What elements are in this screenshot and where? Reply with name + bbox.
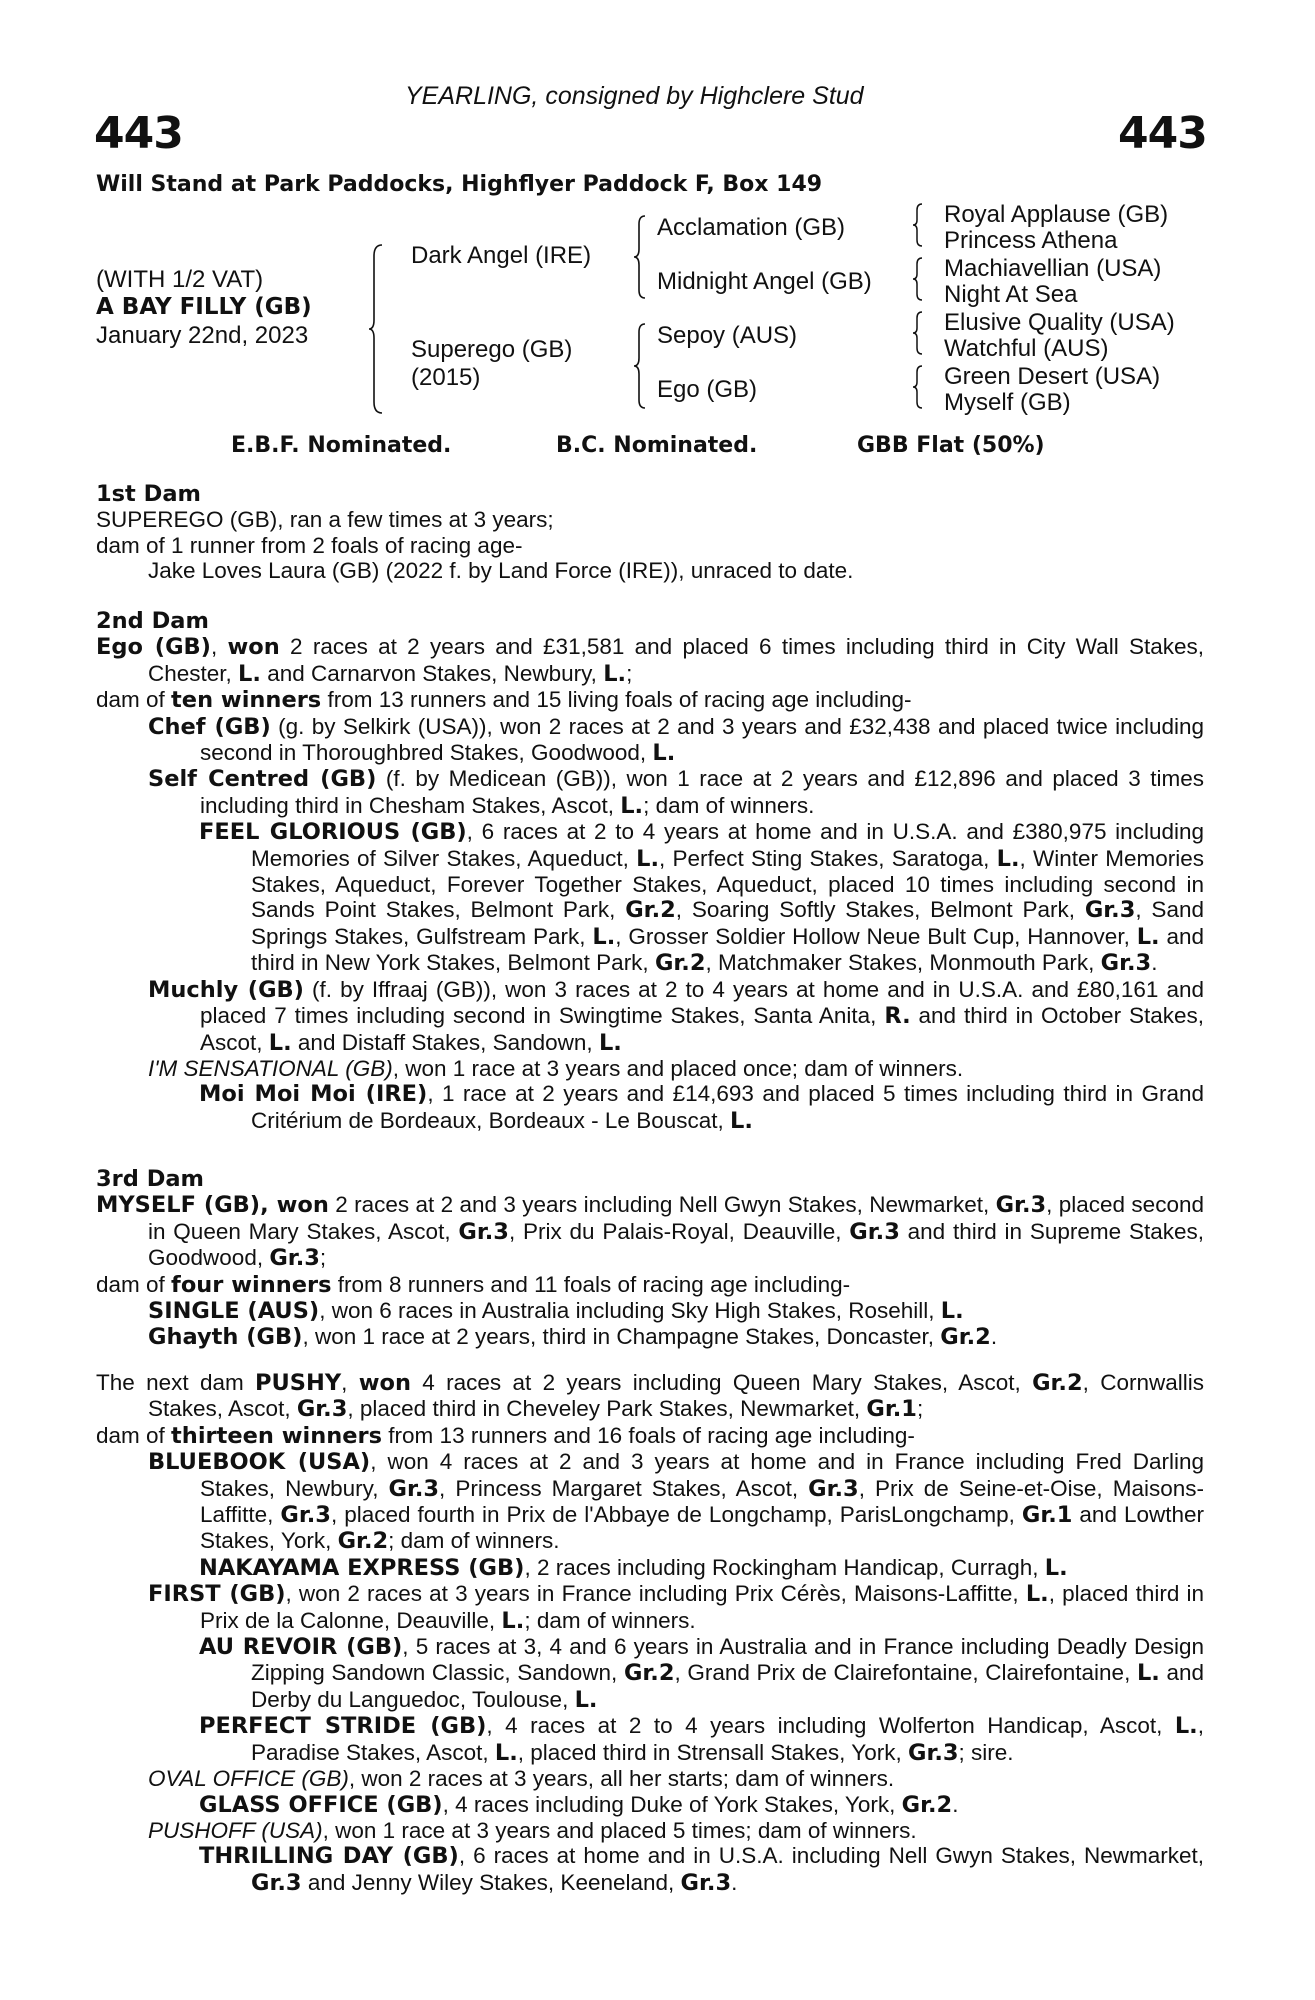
perfect-stride-entry: PERFECT STRIDE (GB), 4 races at 2 to 4 years including Wolferton Handicap, Ascot, L., Paradise Stakes, Ascot, L., placed third in Strensall Stakes, York, Gr.3; sire.	[199, 1713, 1204, 1766]
pushy-produce: dam of thirteen winners from 13 runners and 16 foals of racing age including-	[96, 1422, 915, 1449]
myself-entry: MYSELF (GB), won 2 races at 2 and 3 years including Nell Gwyn Stakes, Newmarket, Gr.3, placed second in Queen Mary Stakes, Ascot, Gr.3, Prix du Palais-Royal, Deauville, Gr.3 and third in Supreme Stakes, Goodwood, Gr.3;	[96, 1192, 1204, 1272]
im-sensational-entry: I'M SENSATIONAL (GB), won 1 race at 3 years and placed once; dam of winners.	[148, 1055, 964, 1081]
pedigree-brace-dam	[633, 323, 647, 409]
dam-dam: Ego (GB)	[657, 376, 758, 403]
sd-sire: Machiavellian (USA)	[944, 255, 1162, 282]
dd-dam: Myself (GB)	[944, 389, 1071, 416]
stand-location: Will Stand at Park Paddocks, Highflyer Paddock F, Box 149	[96, 172, 823, 197]
first-dam-produce: dam of 1 runner from 2 foals of racing age-	[96, 532, 523, 558]
myself-produce: dam of four winners from 8 runners and 11 foals of racing age including-	[96, 1271, 851, 1298]
feel-glorious-entry: FEEL GLORIOUS (GB), 6 races at 2 to 4 years at home and in U.S.A. and £380,975 including Memories of Silver Stakes, Aqueduct, L., Perfect Sting Stakes, Saratoga, L., Winter Memories Stakes, Aqueduct, Forever Together Stakes, Aqueduct, placed 10 times including second in Sands Point Stakes, Belmont Park, Gr.2, Soaring Softly Stakes, Belmont Park, Gr.3, Sand Springs Stakes, Gulfstream Park, L., Grosser Soldier Hollow Neue Bult Cup, Hannover, L. and third in New York Stakes, Belmont Park, Gr.2, Matchmaker Stakes, Monmouth Park, Gr.3.	[199, 819, 1205, 977]
pushoff-entry: PUSHOFF (USA), won 1 race at 3 years and placed 5 times; dam of winners.	[148, 1817, 917, 1843]
first-entry: FIRST (GB), won 2 races at 3 years in France including Prix Cérès, Maisons-Laffitte, L., placed third in Prix de la Calonne, Deauville, L.; dam of winners.	[148, 1581, 1204, 1634]
pedigree-brace-ss	[912, 203, 924, 247]
self-centred-entry: Self Centred (GB) (f. by Medicean (GB)), won 1 race at 2 years and £12,896 and placed 3 times including third in Chesham Stakes, Ascot, L.; dam of winners.	[148, 766, 1204, 819]
pushy-entry: The next dam PUSHY, won 4 races at 2 years including Queen Mary Stakes, Ascot, Gr.2, Cornwallis Stakes, Ascot, Gr.3, placed third in Cheveley Park Stakes, Newmarket, Gr.1;	[96, 1370, 1204, 1423]
ebf-nomination: E.B.F. Nominated.	[231, 433, 452, 458]
single-entry: SINGLE (AUS), won 6 races in Australia including Sky High Stakes, Rosehill, L.	[148, 1298, 964, 1325]
second-dam-heading: 2nd Dam	[96, 608, 209, 634]
ss-dam: Princess Athena	[944, 227, 1118, 254]
ds-sire: Elusive Quality (USA)	[944, 309, 1175, 336]
dd-sire: Green Desert (USA)	[944, 363, 1161, 390]
consignment-line: YEARLING, consigned by Highclere Stud	[405, 82, 864, 110]
ds-dam: Watchful (AUS)	[944, 335, 1109, 362]
first-dam-heading: 1st Dam	[96, 481, 201, 507]
pedigree-brace-dd	[912, 365, 924, 409]
ego-produce: dam of ten winners from 13 runners and 15 living foals of racing age including-	[96, 687, 912, 714]
dam: Superego (GB)	[411, 336, 573, 363]
sire-sire: Acclamation (GB)	[657, 214, 846, 241]
thrilling-day-entry: THRILLING DAY (GB), 6 races at home and in U.S.A. including Nell Gwyn Stakes, Newmarket, Gr.3 and Jenny Wiley Stakes, Keeneland, Gr.3.	[199, 1843, 1204, 1896]
horse-name: A BAY FILLY (GB)	[96, 294, 312, 320]
glass-office-entry: GLASS OFFICE (GB), 4 races including Duke of York Stakes, York, Gr.2.	[199, 1791, 959, 1818]
third-dam-section	[96, 1167, 1204, 1351]
pedigree-brace-sd	[912, 257, 924, 301]
first-dam-line: SUPEREGO (GB), ran a few times at 3 years;	[96, 507, 554, 533]
bc-nomination: B.C. Nominated.	[556, 433, 758, 458]
ghayth-entry: Ghayth (GB), won 1 race at 2 years, third in Champagne Stakes, Doncaster, Gr.2.	[148, 1324, 998, 1351]
pedigree-brace-sire	[633, 215, 647, 299]
sire-dam: Midnight Angel (GB)	[657, 268, 872, 295]
third-dam-heading: 3rd Dam	[96, 1166, 204, 1192]
lot-number-right: 443	[1118, 108, 1207, 159]
muchly-entry: Muchly (GB) (f. by Iffraaj (GB)), won 3 races at 2 to 4 years at home and in U.S.A. and £80,161 and placed 7 times including second in Swingtime Stakes, Santa Anita, R. and third in October Stakes, Ascot, L. and Distaff Stakes, Sandown, L.	[148, 976, 1204, 1056]
first-dam-section	[96, 482, 1204, 584]
moi-moi-moi-entry: Moi Moi Moi (IRE), 1 race at 2 years and £14,693 and placed 5 times including third in Grand Critérium de Bordeaux, Bordeaux - Le Bouscat, L.	[199, 1081, 1204, 1134]
gbb-flat: GBB Flat (50%)	[857, 433, 1045, 458]
nakayama-express-entry: NAKAYAMA EXPRESS (GB), 2 races including Rockingham Handicap, Curragh, L.	[199, 1554, 1068, 1581]
ego-entry: Ego (GB), won 2 races at 2 years and £31,581 and placed 6 times including third in City Wall Stakes, Chester, L. and Carnarvon Stakes, Newbury, L.;	[96, 634, 1204, 687]
pedigree-brace-main	[368, 244, 384, 414]
pedigree-brace-ds	[912, 311, 924, 355]
sire: Dark Angel (IRE)	[411, 242, 592, 269]
ss-sire: Royal Applause (GB)	[944, 201, 1169, 228]
chef-entry: Chef (GB) (g. by Selkirk (USA)), won 2 races at 2 and 3 years and £32,438 and placed twice including second in Thoroughbred Stakes, Goodwood, L.	[148, 713, 1204, 767]
au-revoir-entry: AU REVOIR (GB), 5 races at 3, 4 and 6 years in Australia and in France including Deadly Design Zipping Sandown Classic, Sandown, Gr.2, Grand Prix de Clairefontaine, Clairefontaine, L. and Derby du Languedoc, Toulouse, L.	[199, 1634, 1205, 1713]
first-dam-foal: Jake Loves Laura (GB) (2022 f. by Land Force (IRE)), unraced to date.	[148, 558, 854, 584]
lot-number-left: 443	[94, 108, 183, 159]
foaling-date: January 22nd, 2023	[96, 322, 309, 349]
ego-name: Ego (GB)	[96, 634, 211, 661]
dam-sire: Sepoy (AUS)	[657, 322, 798, 349]
second-dam-section	[96, 609, 1204, 1134]
sd-dam: Night At Sea	[944, 281, 1078, 308]
next-dam-section	[96, 1370, 1204, 1896]
bluebook-entry: BLUEBOOK (USA), won 4 races at 2 and 3 years at home and in France including Fred Darling Stakes, Newbury, Gr.3, Princess Margaret Stakes, Ascot, Gr.3, Prix de Seine-et-Oise, Maisons-Laffitte, Gr.3, placed fourth in Prix de l'Abbaye de Longchamp, ParisLongchamp, Gr.1 and Lowther Stakes, York, Gr.2; dam of winners.	[148, 1449, 1204, 1555]
dam-year: (2015)	[411, 364, 481, 391]
oval-office-entry: OVAL OFFICE (GB), won 2 races at 3 years, all her starts; dam of winners.	[148, 1766, 895, 1792]
vat-note: (WITH 1/2 VAT)	[96, 266, 264, 293]
